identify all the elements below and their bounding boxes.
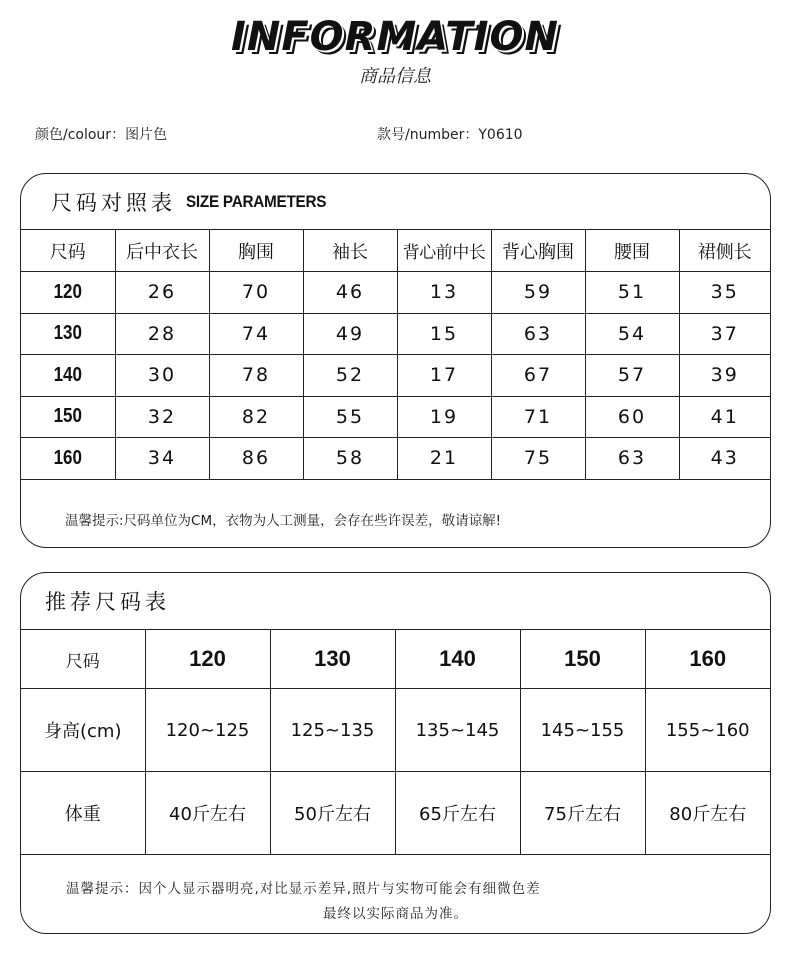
size-parameters-table [21,229,770,480]
table-cell: 63 [585,438,679,480]
table-cell: 13 [397,272,491,314]
table-cell: 59 [491,272,585,314]
recommended-size-table [21,629,770,855]
table-cell: 86 [209,438,303,480]
table-cell: 43 [679,438,770,480]
table-cell: 70 [209,272,303,314]
table-cell: 15 [397,313,491,355]
table-cell: 39 [679,355,770,397]
recommend-note-line2: 最终以实际商品为准。 [323,906,468,922]
table-cell: 58 [303,438,397,480]
table-cell: 67 [491,355,585,397]
table-cell: 37 [679,313,770,355]
page-subtitle: 商品信息 [359,66,431,87]
size-table-note: 温馨提示:尺码单位为CM，衣物为人工测量，会存在些许误差，敬请谅解! [65,513,502,529]
table-cell: 21 [397,438,491,480]
table-cell: 57 [585,355,679,397]
size-parameters-panel [20,173,771,548]
table-cell: 60 [585,396,679,438]
recommended-size-panel [20,572,771,934]
size-cell: 120 [28,272,108,314]
height-cell: 125~135 [270,689,395,772]
size-cell: 140 [395,630,520,689]
table-cell: 26 [115,272,209,314]
size-cell: 120 [145,630,270,689]
table-cell: 17 [397,355,491,397]
table-row [21,313,770,355]
column-header: 背心前中长 [397,230,491,272]
column-header: 腰围 [585,230,679,272]
weight-cell: 40斤左右 [145,772,270,855]
table-cell: 63 [491,313,585,355]
table-cell: 32 [115,396,209,438]
size-table-title-cn: 尺码对照表 [51,190,176,215]
size-cell: 150 [520,630,645,689]
table-cell: 82 [209,396,303,438]
recommended-size-header [21,573,770,630]
table-header-row [21,230,770,272]
size-cell: 150 [28,396,108,438]
table-cell: 30 [115,355,209,397]
weight-cell: 50斤左右 [270,772,395,855]
table-cell: 41 [679,396,770,438]
size-cell: 130 [270,630,395,689]
size-cell: 130 [28,313,108,355]
weight-cell: 75斤左右 [520,772,645,855]
table-cell: 49 [303,313,397,355]
size-parameters-header [21,174,770,230]
height-row [21,689,770,772]
table-row [21,272,770,314]
height-cell: 120~125 [145,689,270,772]
table-cell: 75 [491,438,585,480]
colour-info: 颜色/colour：图片色 [35,127,168,143]
table-row [21,355,770,397]
row-label: 尺码 [21,630,145,689]
weight-row [21,772,770,855]
weight-cell: 65斤左右 [395,772,520,855]
table-cell: 55 [303,396,397,438]
table-cell: 34 [115,438,209,480]
table-cell: 71 [491,396,585,438]
weight-cell: 80斤左右 [645,772,770,855]
size-table-title-en: SIZE PARAMETERS [186,191,327,211]
column-header: 胸围 [209,230,303,272]
row-label: 身高(cm) [21,689,145,772]
column-header: 背心胸围 [491,230,585,272]
row-label: 体重 [21,772,145,855]
table-cell: 74 [209,313,303,355]
table-row [21,438,770,480]
column-header: 裙侧长 [679,230,770,272]
height-cell: 135~145 [395,689,520,772]
height-cell: 155~160 [645,689,770,772]
number-info: 款号/number：Y0610 [377,127,523,143]
height-cell: 145~155 [520,689,645,772]
recommend-note-line1: 温馨提示：因个人显示器明亮,对比显示差异,照片与实物可能会有细微色差 [66,881,541,897]
table-cell: 35 [679,272,770,314]
size-cell: 160 [28,438,108,480]
table-row [21,396,770,438]
column-header: 袖长 [303,230,397,272]
table-cell: 78 [209,355,303,397]
page-title: INFORMATION [230,14,560,60]
size-row [21,630,770,689]
table-cell: 46 [303,272,397,314]
size-cell: 140 [28,355,108,397]
table-cell: 52 [303,355,397,397]
column-header: 尺码 [21,230,115,272]
table-cell: 19 [397,396,491,438]
table-cell: 54 [585,313,679,355]
size-cell: 160 [645,630,770,689]
table-cell: 51 [585,272,679,314]
table-cell: 28 [115,313,209,355]
column-header: 后中衣长 [115,230,209,272]
recommend-table-title: 推荐尺码表 [45,590,170,614]
